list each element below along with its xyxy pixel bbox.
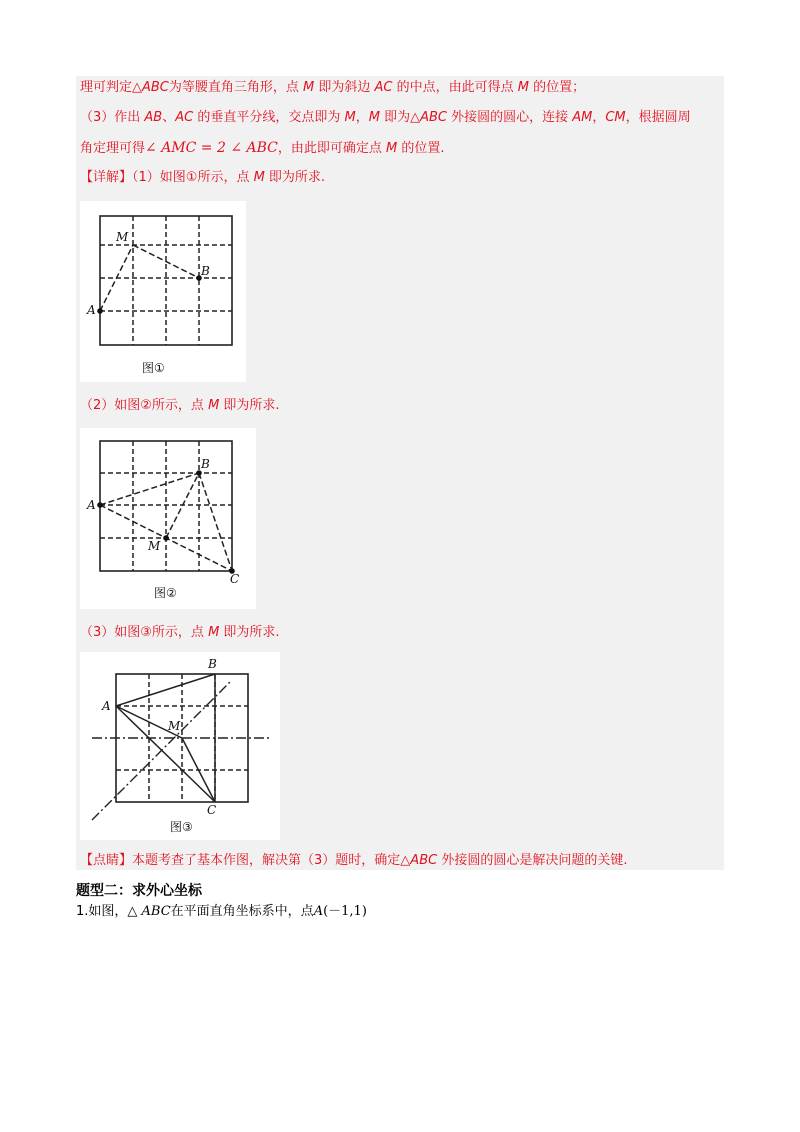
triangle-abc: △ ABC <box>127 904 171 919</box>
segment-ac <box>116 706 215 802</box>
comment-line: 【点睛】本题考查了基本作图，解决第（3）题时，确定△ABC 外接圆的圆心是解决问题的关键. <box>80 853 628 868</box>
label-b: B <box>208 657 217 671</box>
solution-line-3: 角定理可得∠ AMC = 2 ∠ ABC，由此即可确定点 M 的位置. <box>80 140 445 156</box>
figure-1-caption: 图① <box>142 361 165 375</box>
label-m: M <box>116 230 129 244</box>
solution-line-1: 理可判定△ABC为等腰直角三角形，点 M 即为斜边 AC 的中点，由此可得点 M 的位置； <box>80 80 586 95</box>
label-m: M <box>148 539 161 553</box>
figure-1 <box>80 201 246 382</box>
point-b <box>196 470 202 476</box>
segment-ab <box>116 674 215 706</box>
question-line: 1.如图，△ ABC在平面直角坐标系中，点A(－1,1) <box>76 904 367 919</box>
segment-ab <box>100 473 199 505</box>
segment-cm <box>182 738 215 802</box>
figure-2 <box>80 428 256 609</box>
point-a-coords: (－1,1) <box>323 904 367 919</box>
section-heading: 题型二：求外心坐标 <box>76 883 202 899</box>
detail-line: 【详解】（1）如图①所示，点 M 即为所求. <box>80 170 326 185</box>
label-c: C <box>230 572 240 586</box>
label-a: A <box>87 303 96 317</box>
detail-tag: 【详解】 <box>80 170 133 185</box>
point-a <box>97 308 103 314</box>
label-a: A <box>102 699 111 713</box>
label-b: B <box>201 457 210 471</box>
comment-tag: 【点睛】 <box>80 853 133 868</box>
figure-3-caption: 图③ <box>170 820 193 834</box>
label-b: B <box>201 264 210 278</box>
solution-line-5: （2）如图②所示，点 M 即为所求. <box>80 398 280 413</box>
perp-bisector-oblique <box>92 682 230 820</box>
label-c: C <box>207 803 217 817</box>
solution-line-2: （3）作出 AB、AC 的垂直平分线，交点即为 M，M 即为△ABC 外接圆的圆心，连接 AM，CM，根据圆周 <box>80 110 691 125</box>
figure-3 <box>80 652 280 840</box>
figure-2-caption: 图② <box>154 586 177 600</box>
point-a <box>97 502 103 508</box>
label-m: M <box>168 719 181 733</box>
solution-line-6: （3）如图③所示，点 M 即为所求. <box>80 625 280 640</box>
point-m <box>163 535 169 541</box>
angle-equation: ∠ AMC = 2 ∠ ABC <box>145 140 278 156</box>
point-a-name: A <box>313 904 324 919</box>
label-a: A <box>87 498 96 512</box>
segment-bc <box>199 473 232 571</box>
